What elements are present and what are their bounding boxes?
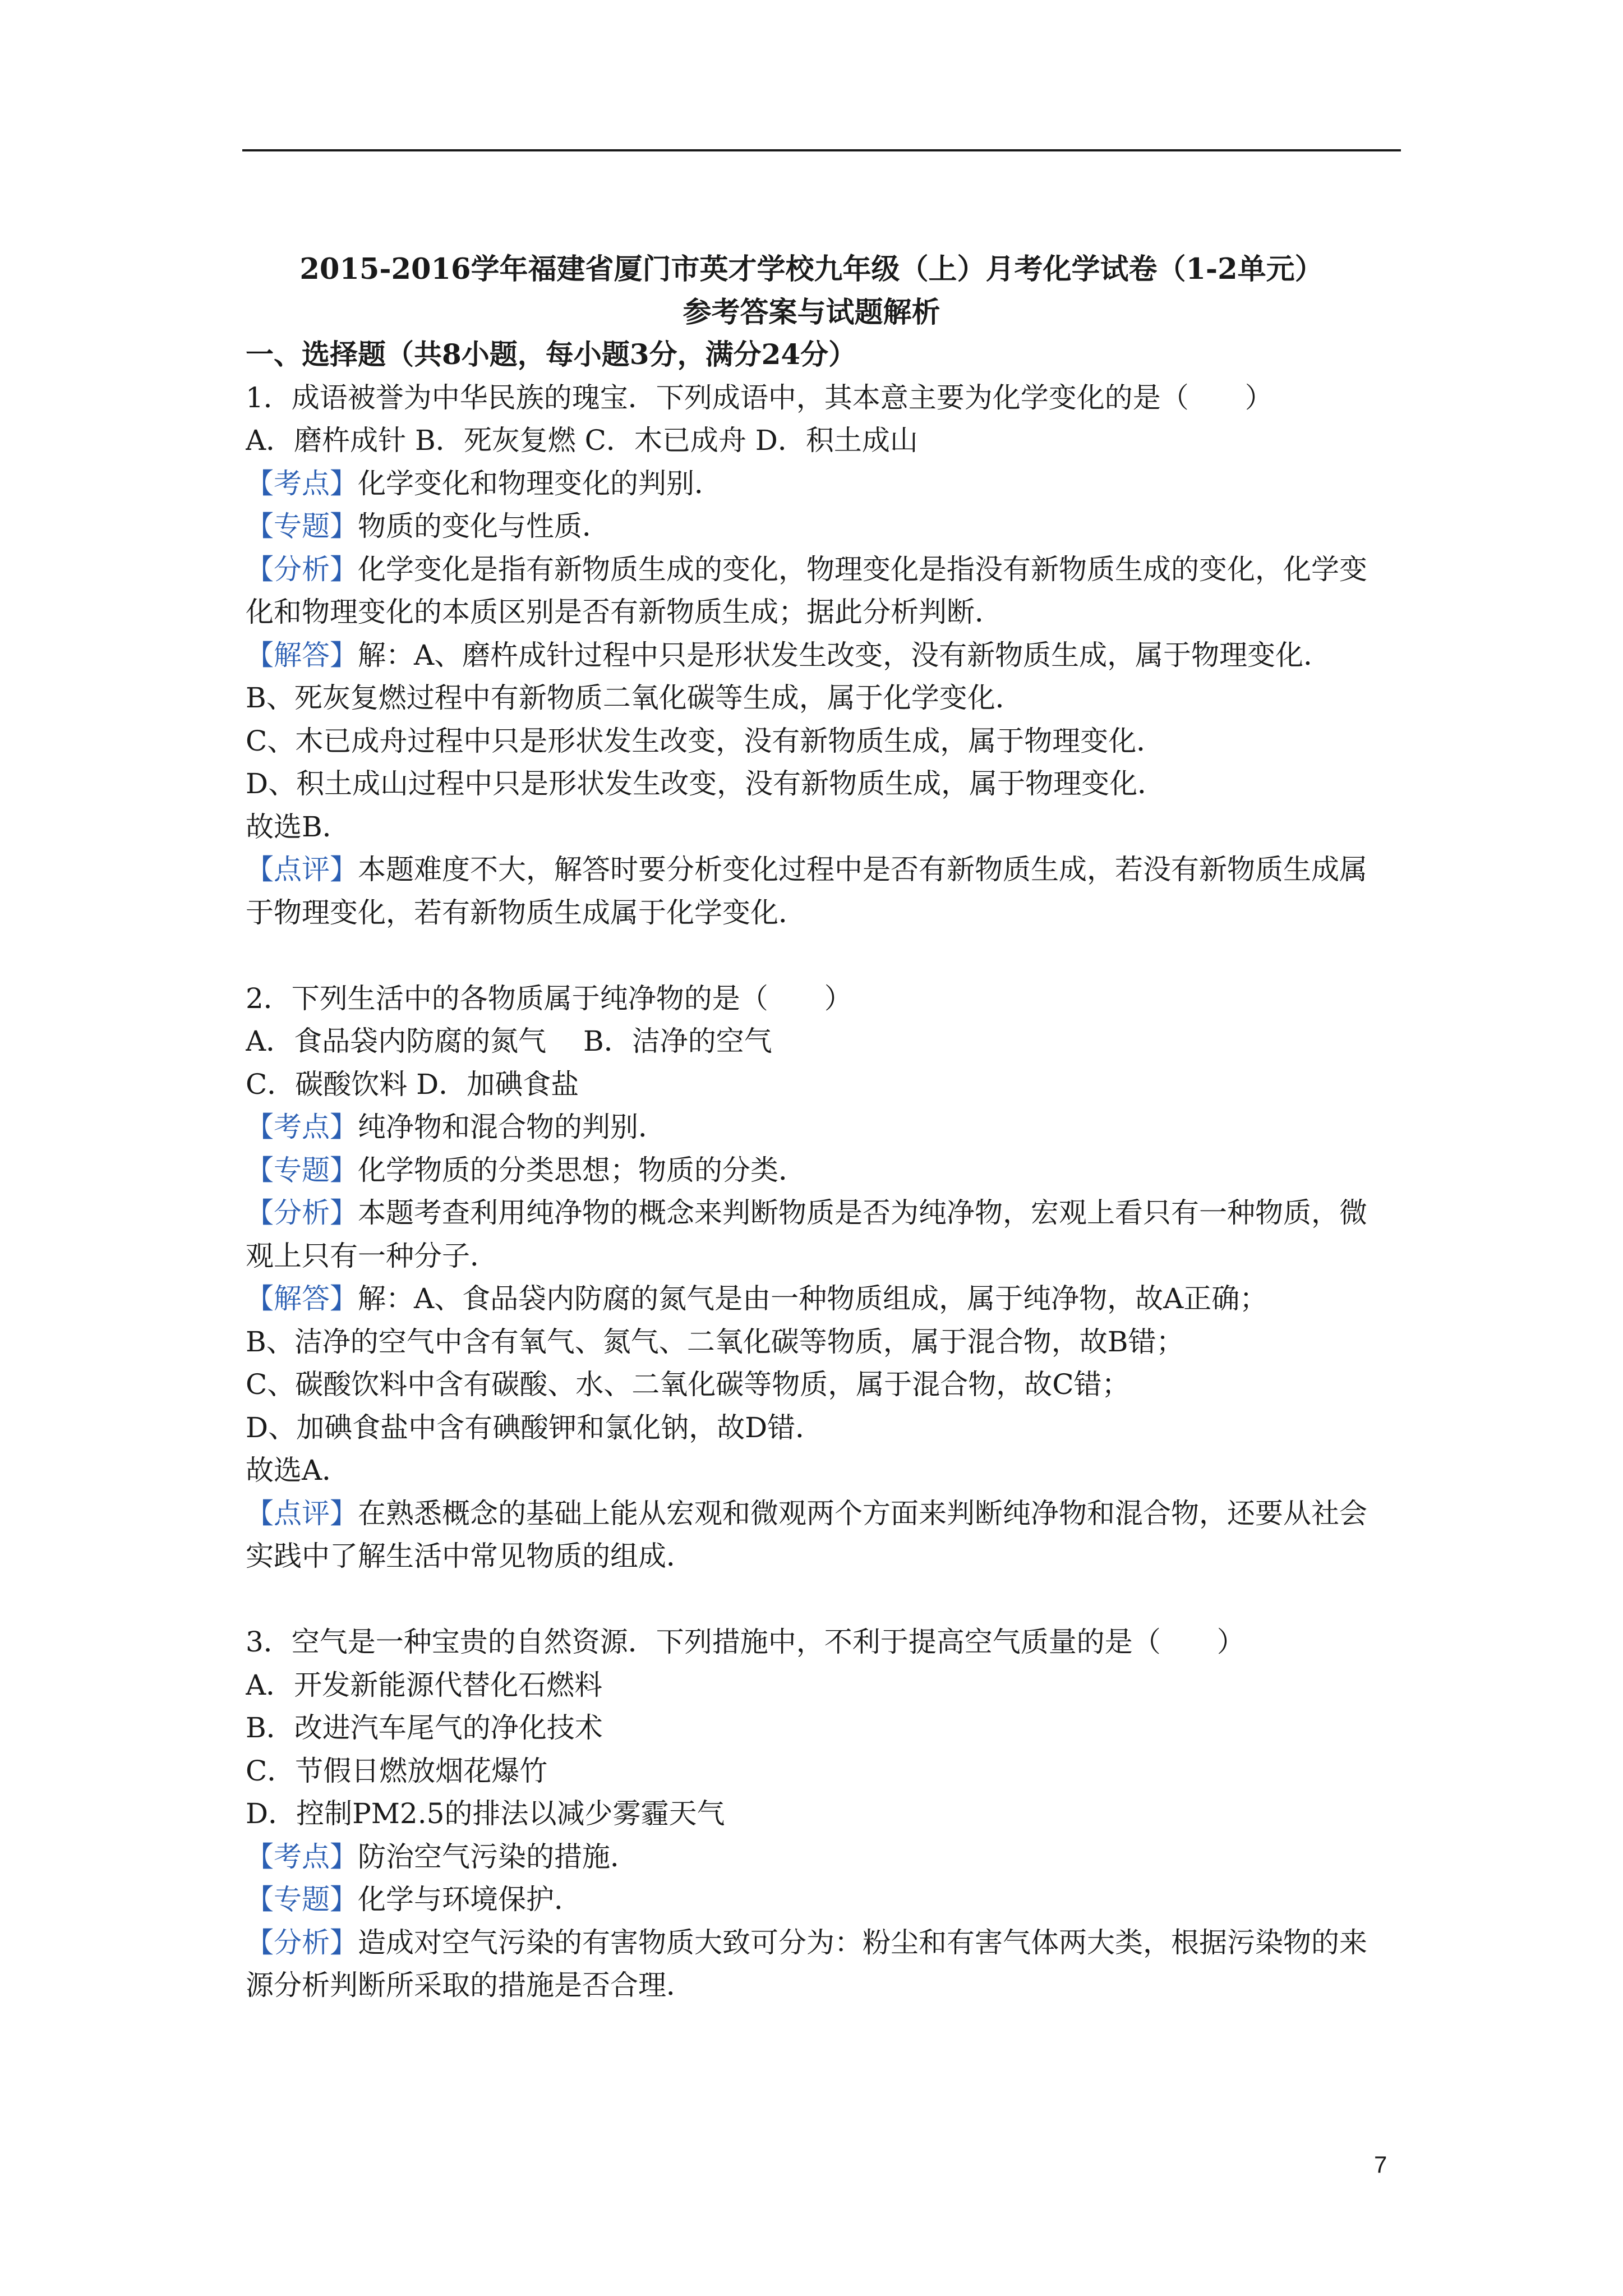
- section-title: 一、选择题（共8小题，每小题3分，满分24分）: [246, 338, 857, 371]
- question-stem: 1．成语被誉为中华民族的瑰宝．下列成语中，其本意主要为化学变化的是（ ）: [246, 381, 1273, 414]
- question-option: C．节假日燃放烟花爆竹: [246, 1754, 548, 1787]
- dianping-continuation: 于物理变化，若有新物质生成属于化学变化．: [246, 896, 806, 929]
- kaodian-row: [246, 462, 1404, 505]
- jieda-continuation: D、积土成山过程中只是形状发生改变，没有新物质生成，属于物理变化．: [246, 767, 1166, 800]
- zhuanti-text: 物质的变化与性质．: [358, 510, 610, 542]
- question-1: [246, 376, 1404, 935]
- answer-line: 故选A．: [246, 1454, 351, 1487]
- fenxi-row: [246, 1191, 1404, 1235]
- question-option: A．开发新能源代替化石燃料: [246, 1668, 603, 1701]
- zhuanti-row: [246, 505, 1404, 548]
- document-subtitle: 参考答案与试题解析: [683, 296, 940, 329]
- fenxi-text: 造成对空气污染的有害物质大致可分为：粉尘和有害气体两大类，根据污染物的来: [358, 1926, 1367, 1959]
- dianping-text: 在熟悉概念的基础上能从宏观和微观两个方面来判断纯净物和混合物，还要从社会: [358, 1497, 1367, 1530]
- jieda-label: 【解答】: [246, 1282, 358, 1315]
- fenxi-continuation: 化和物理变化的本质区别是否有新物质生成；据此分析判断．: [246, 596, 1003, 628]
- answer-line: 故选B．: [246, 810, 351, 843]
- kaodian-label: 【考点】: [246, 1840, 358, 1873]
- kaodian-row: [246, 1106, 1404, 1149]
- dianping-text: 本题难度不大，解答时要分析变化过程中是否有新物质生成，若没有新物质生成属: [358, 853, 1367, 886]
- jieda-row: [246, 1277, 1404, 1320]
- question-option: B．改进汽车尾气的净化技术: [246, 1711, 603, 1744]
- jieda-text: 解：A、食品袋内防腐的氮气是由一种物质组成，属于纯净物，故A正确；: [358, 1282, 1268, 1315]
- dianping-row: [246, 848, 1404, 891]
- fenxi-label: 【分析】: [246, 1926, 358, 1959]
- kaodian-label: 【考点】: [246, 467, 358, 500]
- jieda-text: 解：A、磨杵成针过程中只是形状发生改变，没有新物质生成，属于物理变化．: [358, 638, 1332, 671]
- jieda-label: 【解答】: [246, 638, 358, 671]
- header-rule: [242, 149, 1401, 151]
- fenxi-label: 【分析】: [246, 553, 358, 586]
- dianping-row: [246, 1492, 1404, 1535]
- fenxi-continuation: 源分析判断所采取的措施是否合理．: [246, 1969, 694, 2001]
- fenxi-text: 化学变化是指有新物质生成的变化，物理变化是指没有新物质生成的变化，化学变: [358, 553, 1367, 586]
- jieda-continuation: D、加碘食盐中含有碘酸钾和氯化钠，故D错．: [246, 1411, 824, 1444]
- dianping-label: 【点评】: [246, 853, 358, 886]
- page-number: 7: [1374, 2151, 1387, 2178]
- question-option: A．磨杵成针 B．死灰复燃 C．木已成舟 D．积土成山: [246, 424, 918, 457]
- jieda-continuation: B、洁净的空气中含有氧气、氮气、二氧化碳等物质，属于混合物，故B错；: [246, 1325, 1184, 1358]
- kaodian-row: [246, 1835, 1404, 1879]
- fenxi-label: 【分析】: [246, 1197, 358, 1229]
- jieda-continuation: C、木已成舟过程中只是形状发生改变，没有新物质生成，属于物理变化．: [246, 724, 1165, 757]
- zhuanti-label: 【专题】: [246, 510, 358, 542]
- zhuanti-text: 化学物质的分类思想；物质的分类．: [358, 1153, 806, 1186]
- question-option: C．碳酸饮料 D．加碘食盐: [246, 1068, 579, 1101]
- document-body: [246, 333, 1404, 2007]
- question-option: A．食品袋内防腐的氮气 B．洁净的空气: [246, 1025, 772, 1057]
- jieda-continuation: B、死灰复燃过程中有新物质二氧化碳等生成，属于化学变化．: [246, 682, 1023, 714]
- zhuanti-label: 【专题】: [246, 1883, 358, 1916]
- question-stem: 2．下列生活中的各物质属于纯净物的是（ ）: [246, 982, 852, 1015]
- kaodian-text: 化学变化和物理变化的判别．: [358, 467, 722, 500]
- question-stem: 3．空气是一种宝贵的自然资源．下列措施中，不利于提高空气质量的是（ ）: [246, 1626, 1245, 1658]
- kaodian-label: 【考点】: [246, 1111, 358, 1143]
- dianping-continuation: 实践中了解生活中常见物质的组成．: [246, 1540, 694, 1572]
- jieda-row: [246, 634, 1404, 677]
- dianping-label: 【点评】: [246, 1497, 358, 1530]
- question-option: D．控制PM2.5的排法以减少雾霾天气: [246, 1797, 725, 1830]
- fenxi-row: [246, 1921, 1404, 1964]
- kaodian-text: 纯净物和混合物的判别．: [358, 1111, 666, 1143]
- zhuanti-row: [246, 1878, 1404, 1921]
- jieda-continuation: C、碳酸饮料中含有碳酸、水、二氧化碳等物质，属于混合物，故C错；: [246, 1368, 1130, 1401]
- fenxi-text: 本题考查利用纯净物的概念来判断物质是否为纯净物，宏观上看只有一种物质，微: [358, 1197, 1367, 1229]
- zhuanti-text: 化学与环境保护．: [358, 1883, 582, 1916]
- zhuanti-row: [246, 1149, 1404, 1192]
- question-2: [246, 977, 1404, 1578]
- question-3: [246, 1621, 1404, 2007]
- spacer: [246, 1578, 1404, 1621]
- kaodian-text: 防治空气污染的措施．: [358, 1840, 638, 1873]
- spacer: [246, 934, 1404, 977]
- fenxi-continuation: 观上只有一种分子．: [246, 1239, 498, 1272]
- fenxi-row: [246, 548, 1404, 591]
- zhuanti-label: 【专题】: [246, 1153, 358, 1186]
- document-title: 2015-2016学年福建省厦门市英才学校九年级（上）月考化学试卷（1-2单元）: [299, 252, 1324, 286]
